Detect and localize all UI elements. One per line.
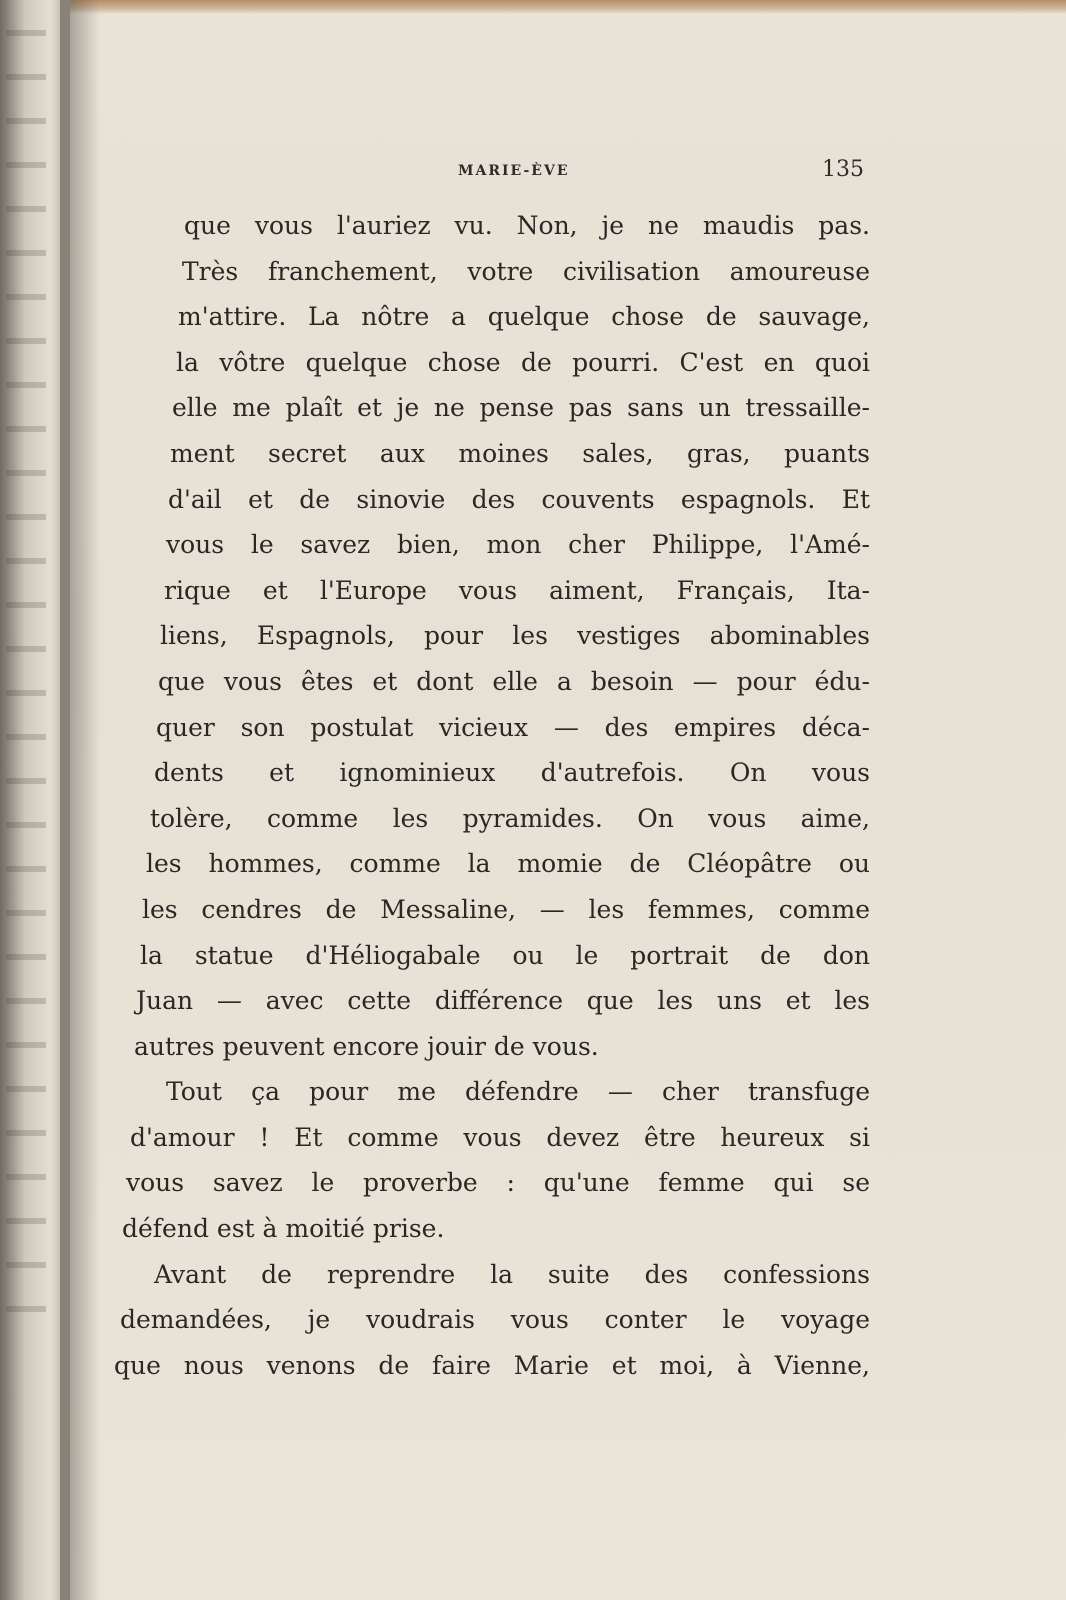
text-line: vous le savez bien, mon cher Philippe, l'Amé- <box>166 530 870 560</box>
text-line: demandées, je voudrais vous conter le voyage <box>120 1305 870 1335</box>
text-line: rique et l'Europe vous aiment, Français, Ita- <box>164 575 870 605</box>
text-line: liens, Espagnols, pour les vestiges abominables <box>160 621 870 651</box>
text-line: les cendres de Messaline, — les femmes, comme <box>142 894 870 924</box>
text-line: la vôtre quelque chose de pourri. C'est en quoi <box>176 347 870 377</box>
text-line: tolère, comme les pyramides. On vous aime, <box>150 803 870 833</box>
body-text <box>114 203 870 1388</box>
running-head <box>140 157 870 193</box>
text-line: Très franchement, votre civilisation amoureuse <box>182 256 870 286</box>
text-line: la statue d'Héliogabale ou le portrait de don <box>140 940 870 970</box>
text-line: d'amour ! Et comme vous devez être heureux si <box>130 1122 870 1152</box>
text-line: défend est à moitié prise. <box>122 1214 445 1244</box>
text-line: dents et ignominieux d'autrefois. On vous <box>154 758 870 788</box>
text-line: Avant de reprendre la suite des confessions <box>154 1259 870 1289</box>
text-line: que vous êtes et dont elle a besoin — pour édu- <box>158 666 870 696</box>
text-line: m'attire. La nôtre a quelque chose de sauvage, <box>178 302 870 332</box>
torn-top-edge <box>70 0 1066 14</box>
text-line: ment secret aux moines sales, gras, puants <box>170 438 870 468</box>
text-line: les hommes, comme la momie de Cléopâtre ou <box>146 849 870 879</box>
text-line: Tout ça pour me défendre — cher transfuge <box>166 1077 870 1107</box>
text-line: que vous l'auriez vu. Non, je ne maudis pas. <box>184 211 870 240</box>
gutter-shadow <box>60 0 100 1600</box>
text-line: d'ail et de sinovie des couvents espagnols. Et <box>168 484 870 514</box>
page-number: 135 <box>822 157 864 182</box>
facing-page-text-ghost <box>6 30 46 1330</box>
text-line: que nous venons de faire Marie et moi, à Vienne, <box>114 1350 870 1380</box>
text-line: elle me plaît et je ne pense pas sans un tressaille- <box>172 393 870 423</box>
text-line: Juan — avec cette différence que les uns et les <box>136 986 870 1016</box>
text-line: autres peuvent encore jouir de vous. <box>134 1031 599 1061</box>
text-line: quer son postulat vicieux — des empires déca- <box>156 712 870 742</box>
running-title: MARIE-ÈVE <box>458 163 570 179</box>
text-line: vous savez le proverbe : qu'une femme qui se <box>126 1168 870 1198</box>
